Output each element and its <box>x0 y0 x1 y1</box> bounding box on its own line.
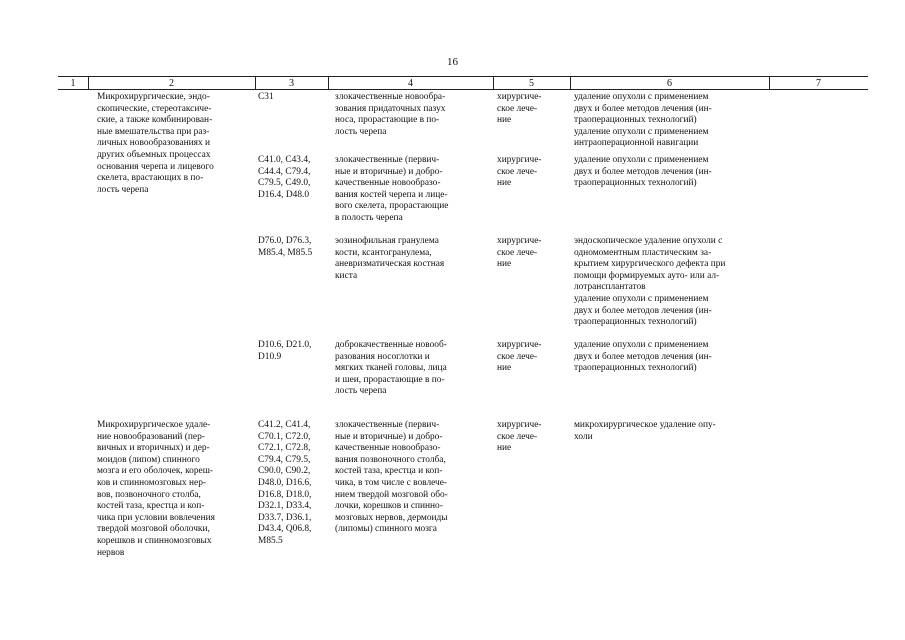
text-line: лость черепа <box>97 184 149 195</box>
text-line: костей таза, крестца и коп- <box>335 466 443 477</box>
table-header-rule <box>58 89 868 90</box>
text-line: Микрохирургические, эндо- <box>97 92 210 102</box>
text-line: скелета, врастающих в по- <box>97 173 204 184</box>
text-line: ское лече- <box>497 103 538 114</box>
text-line: D48.0, D16.6, <box>258 477 312 488</box>
text-line: в полость черепа <box>335 212 403 223</box>
icd-codes-cell <box>258 420 324 548</box>
text-line: удаление опухоли с применением <box>574 92 709 102</box>
text-line: интраоперационной навигации <box>574 138 699 149</box>
text-line: злокачественные (первич- <box>335 155 440 165</box>
icd-codes-cell <box>258 340 324 363</box>
text-line: холи <box>574 431 593 442</box>
text-line: D32.1, D33.4, <box>258 501 312 512</box>
text-line: ское лече- <box>497 431 538 442</box>
text-line: крытием хирургического дефекта при <box>574 259 726 270</box>
text-line: мозга и его оболочек, кореш- <box>97 466 214 477</box>
text-line: хирургиче- <box>497 420 542 430</box>
text-line: D16.8, D18.0, <box>258 489 312 500</box>
text-line: траоперационных технологий) <box>574 317 697 328</box>
text-line: основания черепа и лицевого <box>97 161 214 172</box>
column-number-4: 4 <box>408 78 413 89</box>
text-line: доброкачественные новооб- <box>335 340 447 350</box>
text-line: ское лече- <box>497 247 538 258</box>
text-line: корешков и спинномозговых <box>97 535 212 546</box>
text-line: ние новообразований (пер- <box>97 431 205 442</box>
text-line: эозинофильная гранулема <box>335 236 439 246</box>
icd-codes-cell <box>258 155 324 201</box>
text-line: ние <box>497 443 512 454</box>
text-line: носа, прорастающие в по- <box>335 115 440 126</box>
text-line: удаление опухоли с применением <box>574 293 709 304</box>
diagnosis-cell <box>335 340 487 398</box>
text-line: лотрансплантатов <box>574 282 646 293</box>
text-line: хирургиче- <box>497 155 542 165</box>
text-line: удаление опухоли с применением <box>574 155 709 165</box>
text-line: лость черепа <box>335 126 387 137</box>
text-line: удаление опухоли с применением <box>574 340 709 350</box>
text-line: D10.6, D21.0, <box>258 340 312 350</box>
text-line: и шеи, прорастающие в по- <box>335 374 445 385</box>
text-line: одномоментным пластическим за- <box>574 247 712 258</box>
treatment-type-cell <box>497 340 565 375</box>
text-line: C90.0, C90.2, <box>258 466 311 477</box>
text-line: D16.4, D48.0 <box>258 189 310 200</box>
treatment-type-cell <box>497 236 565 271</box>
text-line: вого скелета, прорастающие <box>335 201 449 212</box>
procedure-cell <box>97 420 247 559</box>
treatment-methods-cell <box>574 420 766 443</box>
text-line: двух и более методов лечения (ин- <box>574 305 712 316</box>
text-line: нием твердой мозговой обо- <box>335 489 448 500</box>
text-line: траоперационных технологий) <box>574 115 697 126</box>
text-line: C70.1, C72.0, <box>258 431 311 442</box>
treatment-type-cell <box>497 420 565 455</box>
column-number-6: 6 <box>667 78 672 89</box>
text-line: мозговых нервов, дермоиды <box>335 512 448 523</box>
text-line: C41.0, C43.4, <box>258 155 311 165</box>
text-line: лость черепа <box>335 386 387 397</box>
text-line: качественные новообразо- <box>335 178 441 189</box>
text-line: ные и вторичные) и добро- <box>335 166 443 177</box>
text-line: твердой мозговой оболочки, <box>97 524 210 535</box>
treatment-type-cell <box>497 155 565 190</box>
text-line: мягких тканей головы, лица <box>335 363 447 374</box>
text-line: двух и более методов лечения (ин- <box>574 351 712 362</box>
text-line: ские, а также комбинирован- <box>97 115 213 126</box>
procedure-cell <box>97 92 247 196</box>
text-line: вания костей черепа и лице- <box>335 189 448 200</box>
text-line: хирургиче- <box>497 92 542 102</box>
text-line: вичных и вторичных) и дер- <box>97 443 210 454</box>
text-line: C31 <box>258 92 274 102</box>
text-line: C72.1, C72.8, <box>258 443 311 454</box>
text-line: траоперационных технологий) <box>574 178 697 189</box>
text-line: костей таза, крестца и коп- <box>97 501 205 512</box>
text-line: чика при условии вовлечения <box>97 512 215 523</box>
text-line: качественные новообразо- <box>335 443 441 454</box>
text-line: разования носоглотки и <box>335 351 430 362</box>
text-line: помощи формируемых ауто- или ал- <box>574 270 720 281</box>
text-line: D33.7, D36.1, <box>258 512 312 523</box>
text-line: удаление опухоли с применением <box>574 126 709 137</box>
text-line: злокачественные (первич- <box>335 420 440 430</box>
treatment-methods-cell <box>574 155 766 190</box>
text-line: нервов <box>97 547 125 558</box>
text-line: зования придаточных пазух <box>335 103 446 114</box>
text-line: вов, позвоночного столба, <box>97 489 201 500</box>
page-number: 16 <box>447 56 458 68</box>
text-line: D76.0, D76.3, <box>258 236 312 246</box>
text-line: (липомы) спинного мозга <box>335 524 437 535</box>
diagnosis-cell <box>335 155 487 225</box>
text-line: киста <box>335 270 358 281</box>
text-line: Микрохирургическое удале- <box>97 420 211 430</box>
text-line: ское лече- <box>497 166 538 177</box>
text-line: ние <box>497 115 512 126</box>
text-line: ние <box>497 178 512 189</box>
icd-codes-cell <box>258 236 324 259</box>
text-line: ков и спинномозговых нер- <box>97 477 207 488</box>
text-line: эндоскопическое удаление опухоли с <box>574 236 723 246</box>
text-line: скопические, стереотаксиче- <box>97 103 212 114</box>
text-line: хирургиче- <box>497 236 542 246</box>
column-number-1: 1 <box>70 78 76 89</box>
diagnosis-cell <box>335 236 487 282</box>
text-line: лочки, корешков и спинно- <box>335 501 443 512</box>
treatment-type-cell <box>497 92 565 127</box>
column-number-7: 7 <box>816 78 821 89</box>
text-line: D43.4, Q06.8, <box>258 524 312 535</box>
text-line: чика, в том числе с вовлече- <box>335 477 448 488</box>
treatment-methods-cell <box>574 92 766 150</box>
text-line: двух и более методов лечения (ин- <box>574 166 712 177</box>
table-top-rule <box>58 76 868 77</box>
text-line: других объемных процессах <box>97 149 211 160</box>
treatment-methods-cell <box>574 236 766 329</box>
text-line: ние <box>497 363 512 374</box>
text-line: вания позвоночного столба, <box>335 454 446 465</box>
text-line: аневризматическая костная <box>335 259 445 270</box>
treatment-methods-cell <box>574 340 766 375</box>
column-number-3: 3 <box>289 78 294 89</box>
text-line: двух и более методов лечения (ин- <box>574 103 712 114</box>
text-line: кости, ксантогранулема, <box>335 247 432 258</box>
diagnosis-cell <box>335 92 487 138</box>
text-line: C41.2, C41.4, <box>258 420 311 430</box>
text-line: микрохирургическое удаление опу- <box>574 420 716 430</box>
text-line: личных новообразованиях и <box>97 138 211 149</box>
icd-codes-cell <box>258 92 324 104</box>
text-line: M85.4, M85.5 <box>258 247 313 258</box>
text-line: ние <box>497 259 512 270</box>
text-line: ные вмешательства при раз- <box>97 126 210 137</box>
text-line: C79.4, C79.5, <box>258 454 311 465</box>
text-line: C44.4, C79.4, <box>258 166 311 177</box>
diagnosis-cell <box>335 420 487 536</box>
text-line: хирургиче- <box>497 340 542 350</box>
column-number-5: 5 <box>529 78 534 89</box>
text-line: M85.5 <box>258 535 283 546</box>
text-line: траоперационных технологий) <box>574 363 697 374</box>
text-line: C79.5, C49.0, <box>258 178 311 189</box>
text-line: ское лече- <box>497 351 538 362</box>
text-line: злокачественные новообра- <box>335 92 446 102</box>
text-line: ные и вторичные) и добро- <box>335 431 443 442</box>
column-number-2: 2 <box>169 78 174 89</box>
text-line: моидов (липом) спинного <box>97 454 200 465</box>
text-line: D10.9 <box>258 351 282 362</box>
